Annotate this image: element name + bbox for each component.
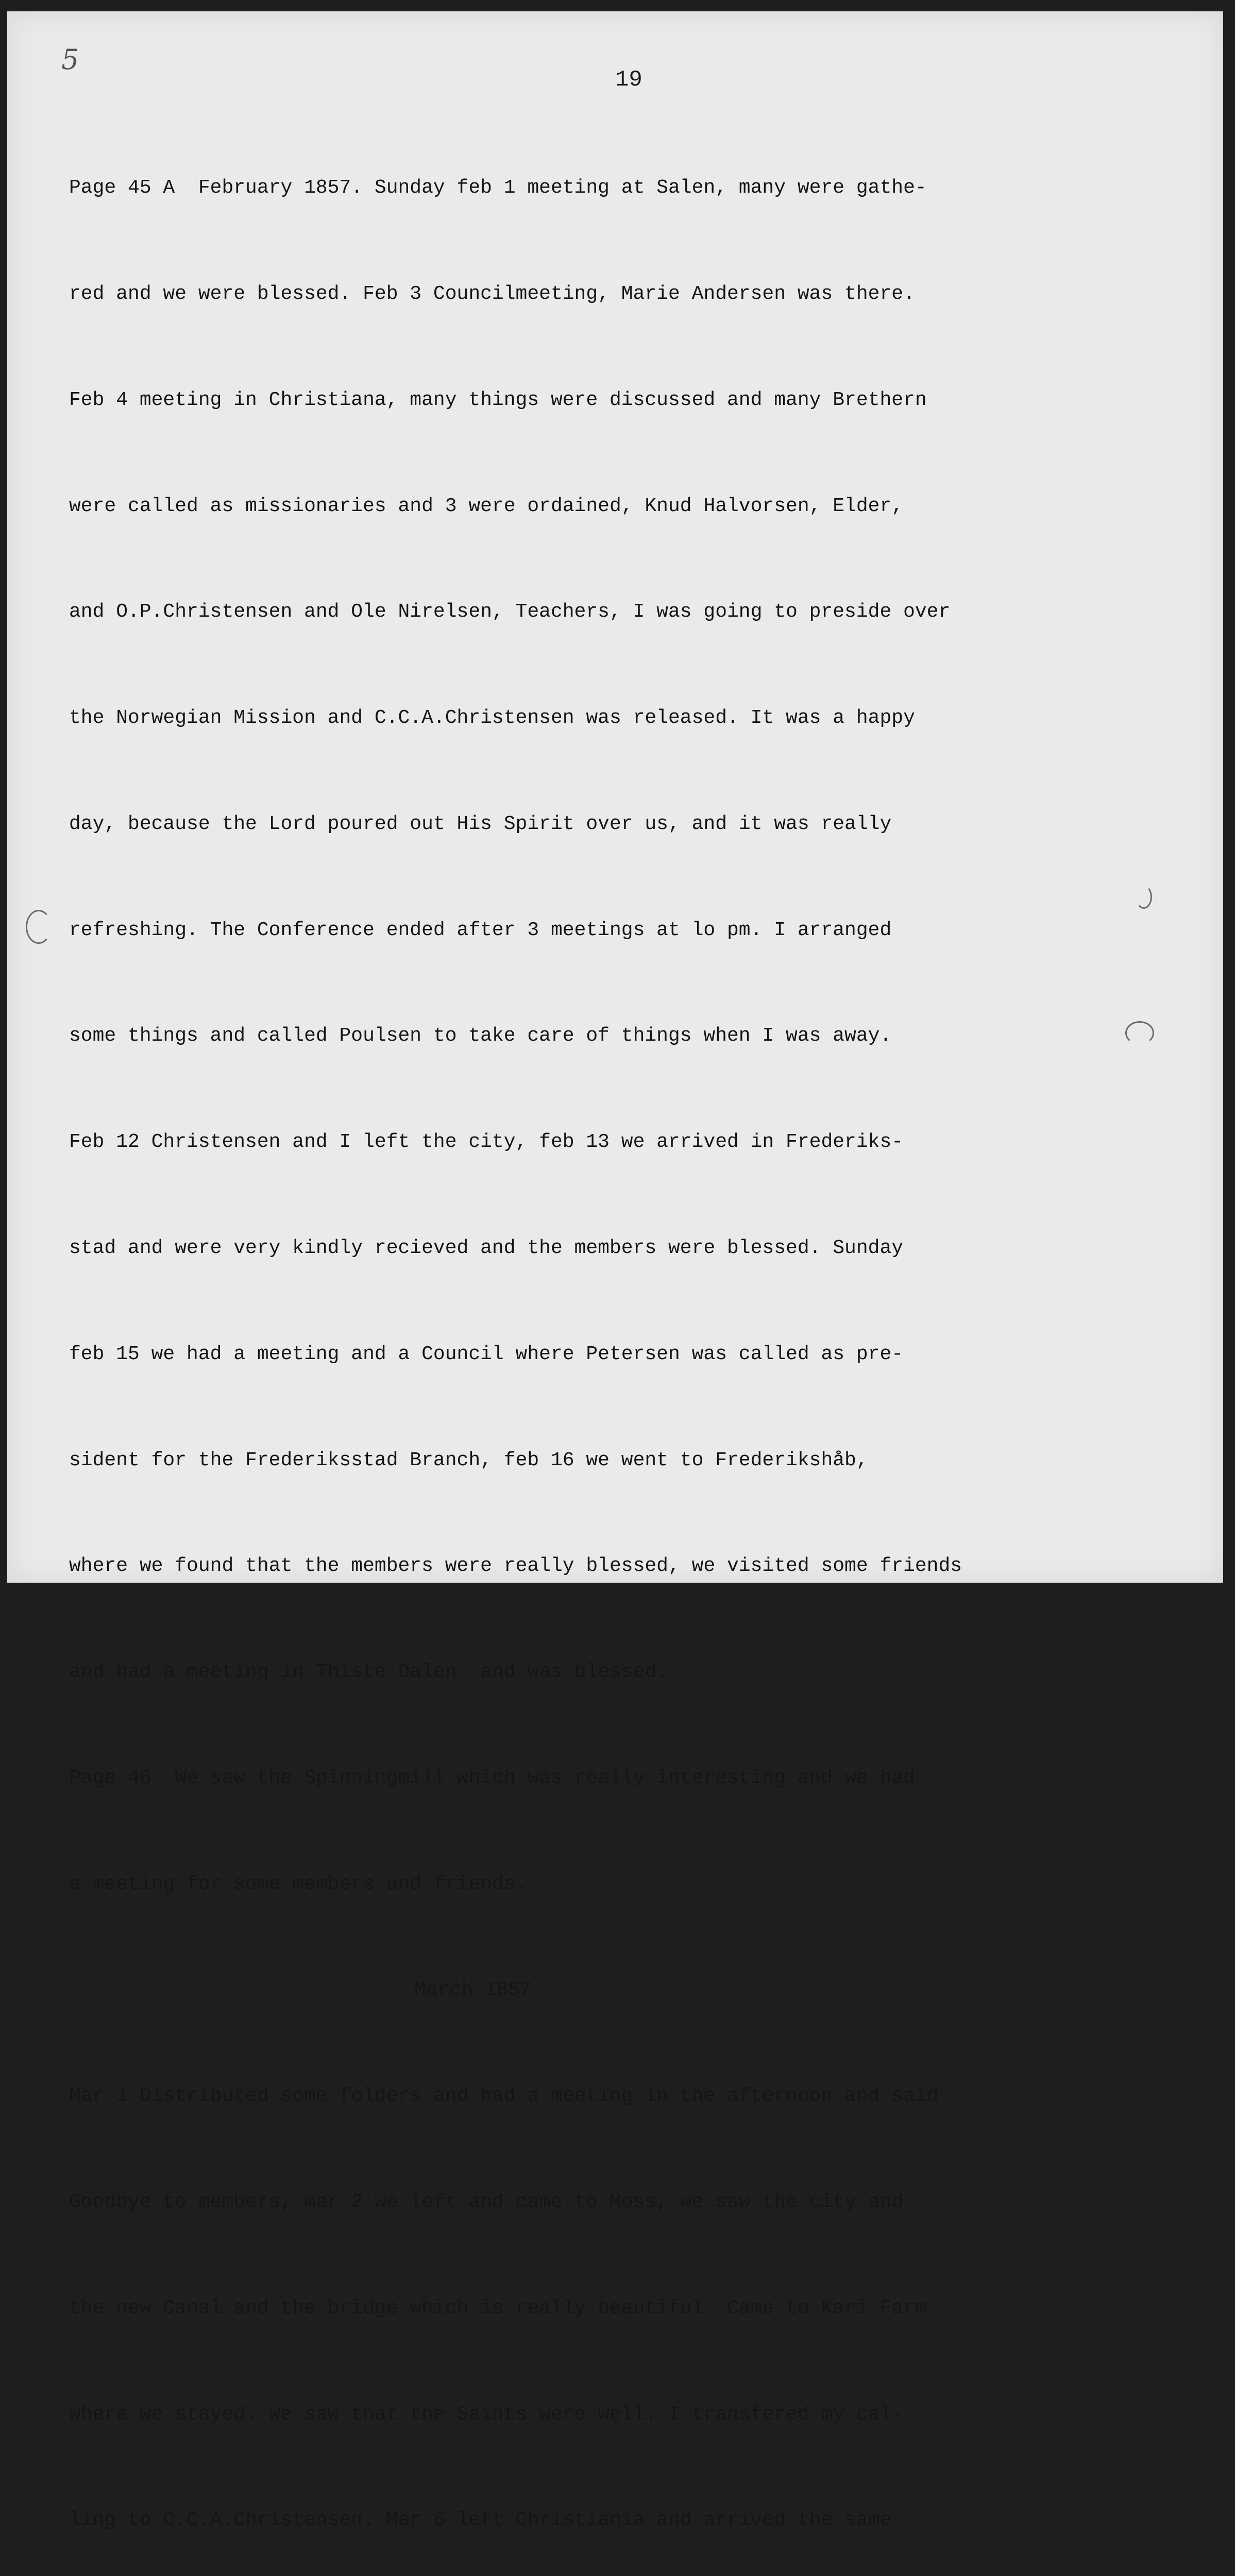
text-line: ling to C.C.A.Christensen. Mar 6 left Christiania and arrived the same [69, 2509, 892, 2532]
typed-body-text [69, 100, 962, 2576]
text-line: a meeting for some members and friends. [69, 1873, 528, 1895]
text-line: red and we were blessed. Feb 3 Councilmeeting, Marie Andersen was there. [69, 282, 915, 305]
text-line: Page 45 A February 1857. Sunday feb 1 meeting at Salen, many were gathe- [69, 177, 927, 199]
text-line: where we stayed. We saw that the Saints were well. I transfered my cal- [69, 2403, 904, 2426]
text-line: and had a meeting in Thiste Dalen and was blessed. [69, 1661, 668, 1684]
text-line: Page 46 We saw the Spinningmill which was really interesting and we had [69, 1767, 915, 1789]
page-number: 19 [615, 67, 642, 93]
text-line: and O.P.Christensen and Ole Nirelsen, Teachers, I was going to preside over [69, 601, 951, 623]
text-line: were called as missionaries and 3 were ordained, Knud Halvorsen, Elder, [69, 495, 904, 517]
text-line: sident for the Frederiksstad Branch, feb 16 we went to Frederikshåb, [69, 1449, 868, 1471]
text-line: refreshing. The Conference ended after 3 meetings at lo pm. I arranged [69, 919, 892, 941]
text-line: Goodbye to members, mar 2 we left and came to Moss, we saw the city and [69, 2191, 904, 2214]
margin-pen-mark [1125, 1021, 1154, 1045]
handwritten-page-mark: 5 [61, 43, 79, 76]
section-heading-march-1857: March 1857 [414, 1979, 532, 2002]
text-line: Feb 4 meeting in Christiana, many things were discussed and many Brethern [69, 388, 927, 411]
margin-pen-mark [1136, 885, 1152, 909]
text-line: Feb 12 Christensen and I left the city, feb 13 we arrived in Frederiks- [69, 1131, 904, 1154]
margin-pen-mark [26, 910, 52, 944]
document-page [7, 11, 1223, 2532]
text-line: the new Canal and the bridge which is really beautiful. Came to Kari Farm [69, 2297, 927, 2319]
text-line: Mar 1 Distributed some folders and had a meeting in the afternoon and said [69, 2085, 939, 2108]
text-line: feb 15 we had a meeting and a Council where Petersen was called as pre- [69, 1343, 904, 1365]
text-line: where we found that the members were really blessed, we visited some friends [69, 1555, 962, 1578]
text-line: stad and were very kindly recieved and the members were blessed. Sunday [69, 1237, 904, 1259]
text-line: the Norwegian Mission and C.C.A.Christensen was released. It was a happy [69, 707, 915, 730]
text-line: day, because the Lord poured out His Spirit over us, and it was really [69, 812, 892, 835]
text-line: some things and called Poulsen to take care of things when I was away. [69, 1025, 892, 1047]
